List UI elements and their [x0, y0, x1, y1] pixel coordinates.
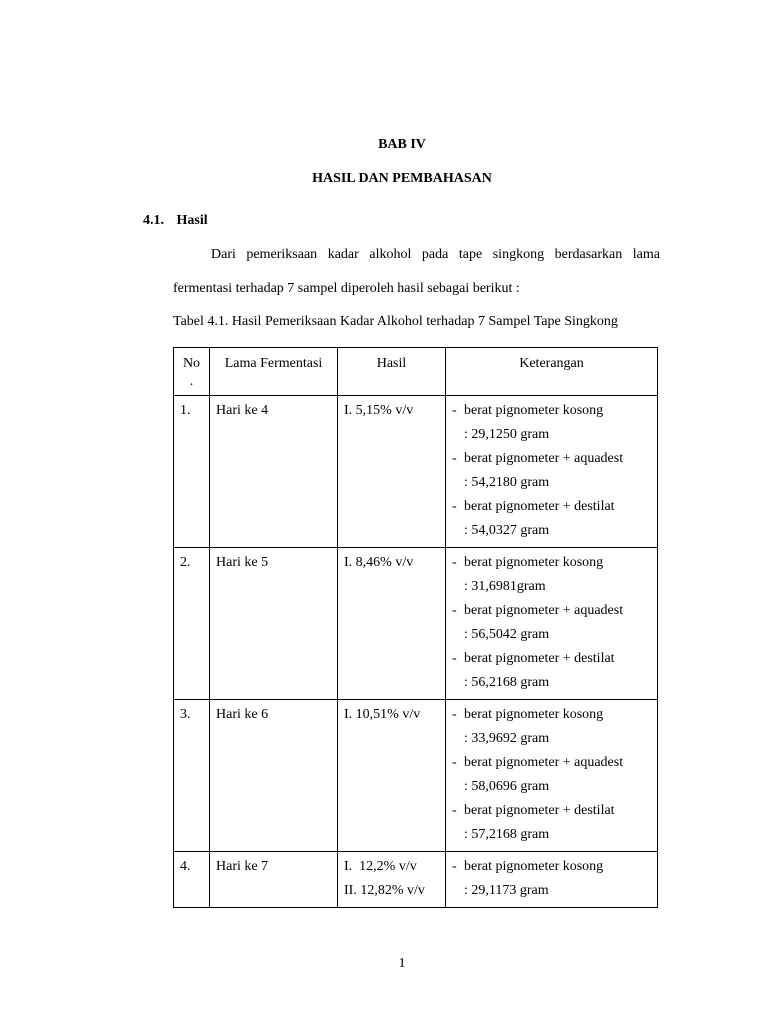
header-lama: Lama Fermentasi	[210, 348, 338, 396]
cell-hasil	[338, 396, 446, 548]
header-keterangan: Keterangan	[446, 348, 658, 396]
bullet-dash: -	[452, 707, 457, 722]
header-no	[174, 348, 210, 396]
keterangan-item	[452, 447, 651, 495]
cell-no: 2.	[174, 548, 210, 700]
section-title: Hasil	[176, 213, 208, 228]
keterangan-label: berat pignometer + aquadest	[464, 603, 624, 618]
keterangan-value: : 31,6981gram	[464, 579, 546, 594]
paragraph-line-2: fermentasi terhadap 7 sampel diperoleh hasil sebagai berikut :	[173, 281, 520, 296]
keterangan-label: berat pignometer + destilat	[464, 651, 615, 666]
chapter-title: HASIL DAN PEMBAHASAN	[312, 171, 492, 186]
cell-hasil	[338, 852, 446, 908]
section-number: 4.1.	[143, 213, 164, 228]
keterangan-item	[452, 551, 651, 599]
keterangan-item	[452, 799, 651, 847]
cell-lama: Hari ke 6	[210, 700, 338, 852]
cell-keterangan	[446, 396, 658, 548]
header-no-dot: .	[189, 374, 194, 389]
chapter-heading: BAB IV	[378, 137, 426, 152]
keterangan-value: : 56,5042 gram	[464, 627, 550, 642]
bullet-dash: -	[452, 755, 457, 770]
bullet-dash: -	[452, 499, 457, 514]
keterangan-value: : 56,2168 gram	[464, 675, 550, 690]
keterangan-label: berat pignometer kosong	[464, 707, 604, 722]
keterangan-label: berat pignometer + aquadest	[464, 755, 624, 770]
table-header-row	[174, 348, 658, 396]
keterangan-value: : 29,1173 gram	[464, 883, 549, 898]
keterangan-item	[452, 647, 651, 695]
bullet-dash: -	[452, 403, 457, 418]
keterangan-label: berat pignometer + destilat	[464, 499, 615, 514]
results-table	[173, 347, 658, 908]
keterangan-item	[452, 703, 651, 751]
table-row	[174, 700, 658, 852]
bullet-dash: -	[452, 603, 457, 618]
cell-keterangan	[446, 548, 658, 700]
keterangan-label: berat pignometer kosong	[464, 403, 604, 418]
cell-lama: Hari ke 7	[210, 852, 338, 908]
table-row	[174, 548, 658, 700]
cell-no: 3.	[174, 700, 210, 852]
cell-lama: Hari ke 4	[210, 396, 338, 548]
table-row	[174, 852, 658, 908]
bullet-dash: -	[452, 451, 457, 466]
keterangan-item	[452, 599, 651, 647]
page-number: 1	[398, 956, 406, 971]
bullet-dash: -	[452, 555, 457, 570]
results-table-container	[173, 347, 658, 910]
header-hasil: Hasil	[338, 348, 446, 396]
cell-hasil	[338, 548, 446, 700]
header-no-label: No	[182, 356, 201, 371]
cell-keterangan	[446, 852, 658, 908]
cell-lama: Hari ke 5	[210, 548, 338, 700]
keterangan-label: berat pignometer + destilat	[464, 803, 615, 818]
keterangan-value: : 29,1250 gram	[464, 427, 550, 442]
hasil-value: II. 12,82% v/v	[344, 883, 425, 898]
keterangan-label: berat pignometer kosong	[464, 555, 604, 570]
keterangan-item	[452, 399, 651, 447]
hasil-value: I. 10,51% v/v	[344, 707, 421, 722]
keterangan-label: berat pignometer + aquadest	[464, 451, 624, 466]
cell-no: 4.	[174, 852, 210, 908]
keterangan-value: : 54,0327 gram	[464, 523, 550, 538]
keterangan-item	[452, 495, 651, 543]
keterangan-value: : 58,0696 gram	[464, 779, 550, 794]
keterangan-item	[452, 855, 651, 903]
hasil-value: I. 12,2% v/v	[344, 859, 417, 874]
cell-no: 1.	[174, 396, 210, 548]
bullet-dash: -	[452, 803, 457, 818]
cell-hasil	[338, 700, 446, 852]
paragraph-line-1: Dari pemeriksaan kadar alkohol pada tape singkong berdasarkan lama	[211, 247, 660, 262]
keterangan-item	[452, 751, 651, 799]
keterangan-value: : 57,2168 gram	[464, 827, 550, 842]
bullet-dash: -	[452, 859, 457, 874]
hasil-value: I. 8,46% v/v	[344, 555, 414, 570]
table-row	[174, 396, 658, 548]
section-heading	[143, 213, 208, 229]
keterangan-value: : 54,2180 gram	[464, 475, 550, 490]
keterangan-value: : 33,9692 gram	[464, 731, 550, 746]
hasil-value: I. 5,15% v/v	[344, 403, 414, 418]
table-caption: Tabel 4.1. Hasil Pemeriksaan Kadar Alkohol terhadap 7 Sampel Tape Singkong	[173, 314, 618, 329]
keterangan-label: berat pignometer kosong	[464, 859, 604, 874]
cell-keterangan	[446, 700, 658, 852]
bullet-dash: -	[452, 651, 457, 666]
